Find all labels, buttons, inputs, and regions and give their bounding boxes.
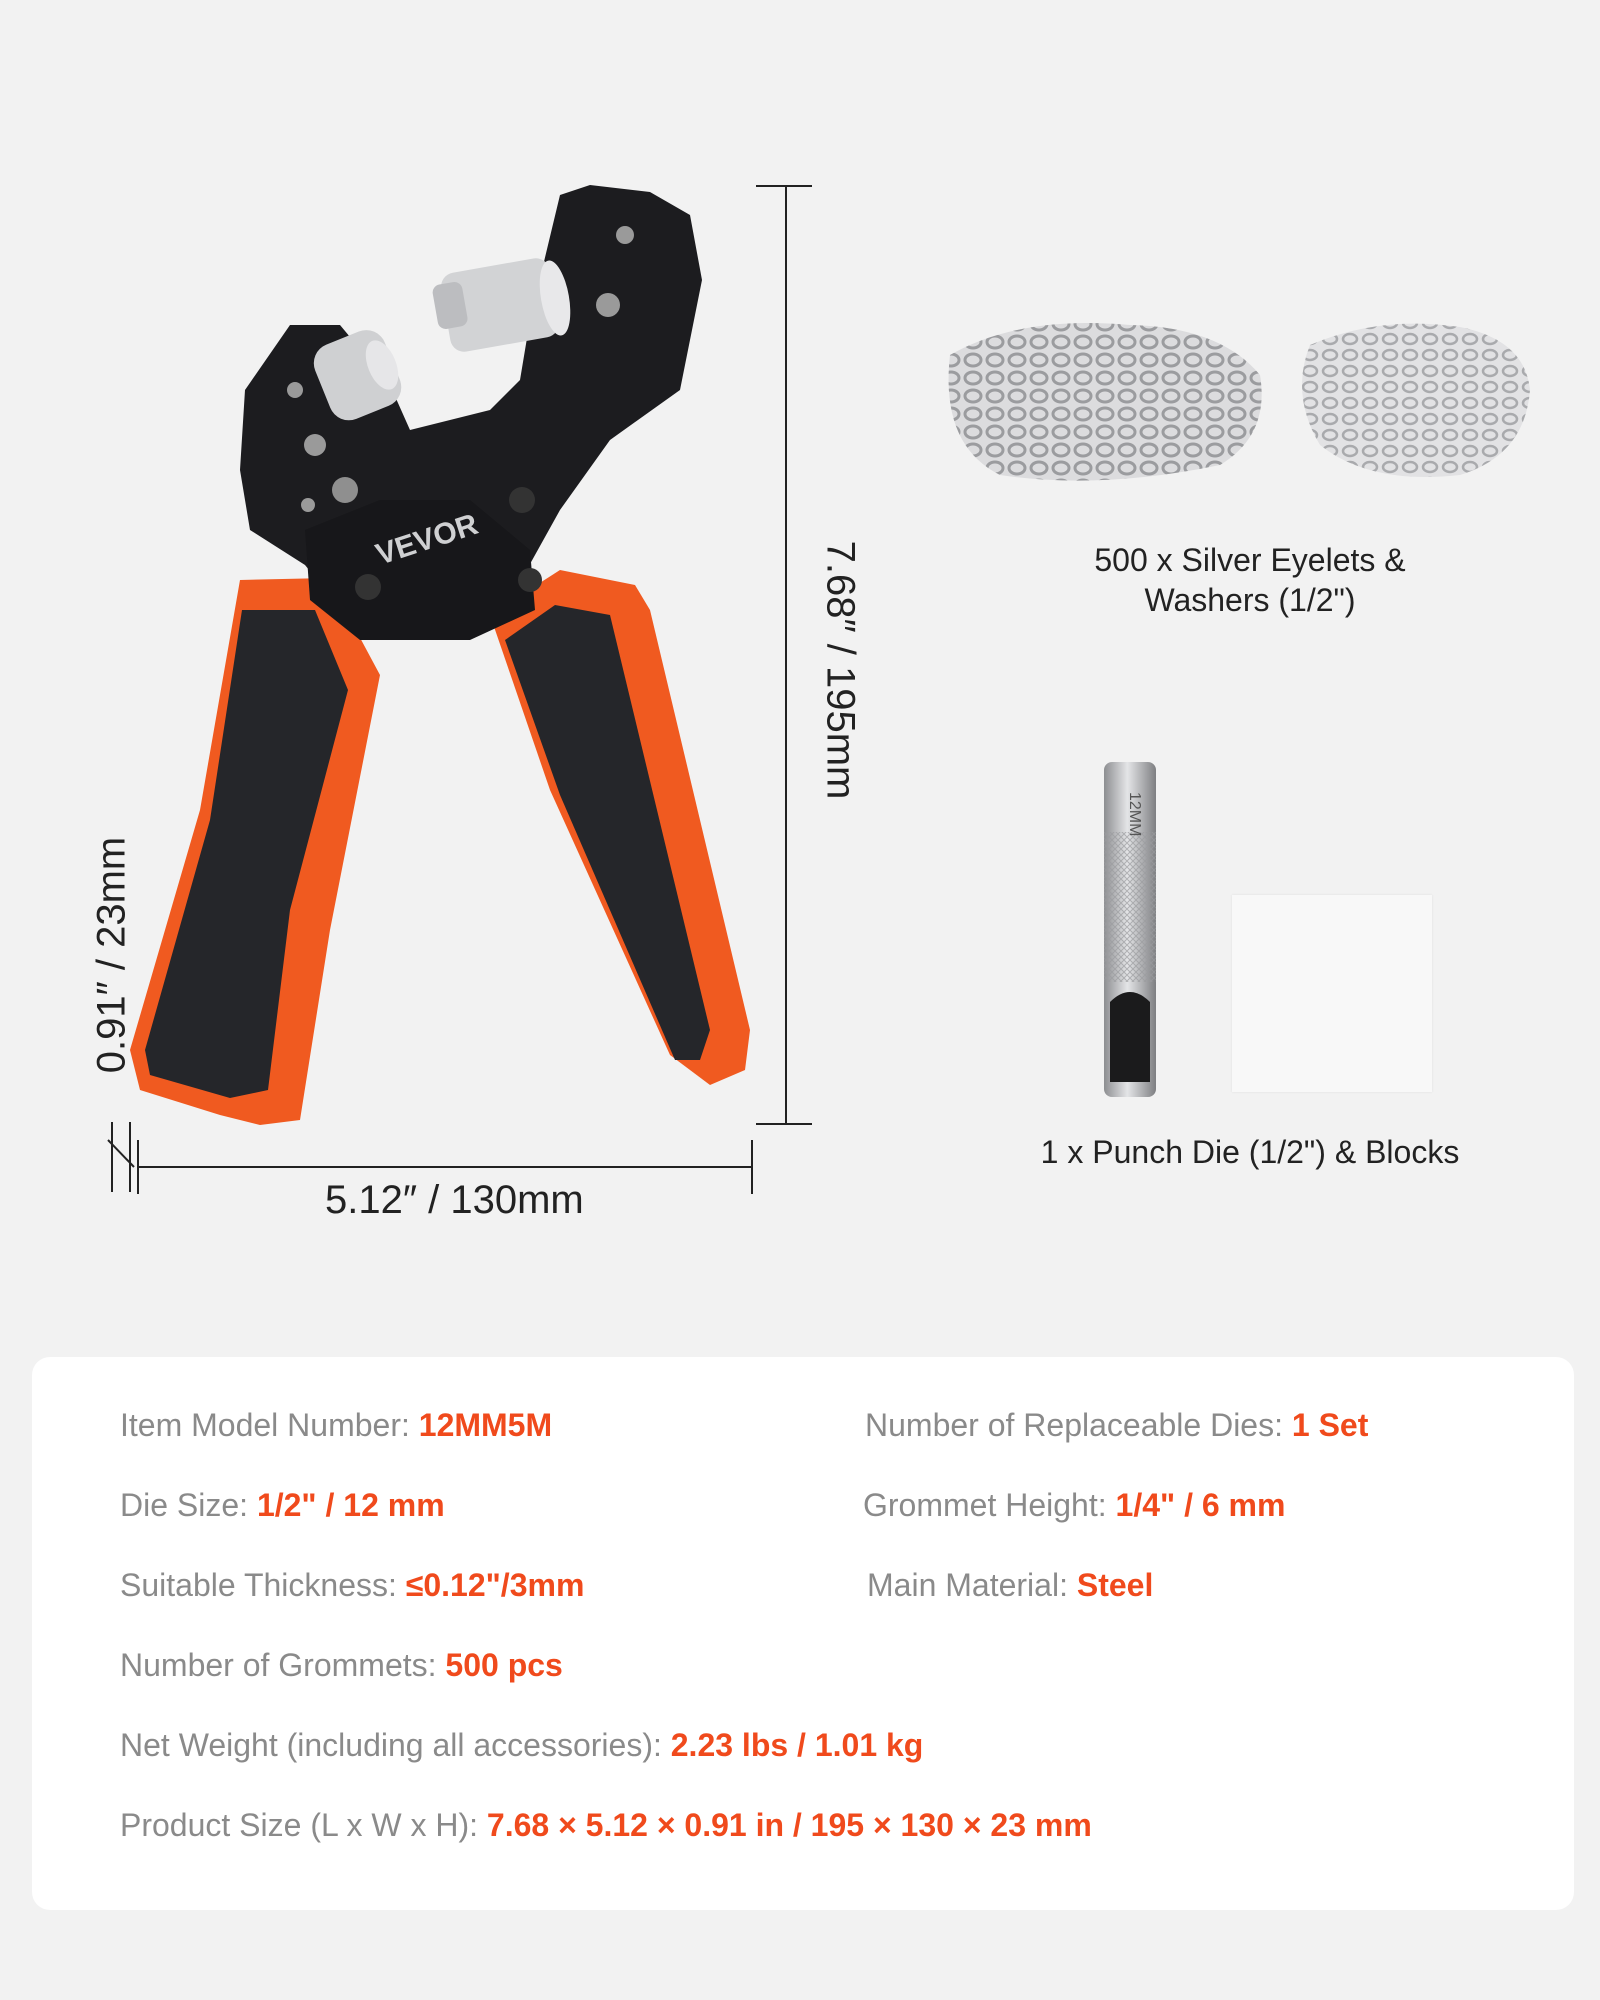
spec-model-value: 12MM5M [418, 1407, 553, 1443]
spec-thickness [120, 1567, 584, 1604]
punch-die-image [1100, 762, 1160, 1097]
punch-block-image [1232, 895, 1432, 1092]
spec-weight [120, 1727, 923, 1764]
eyelets-caption-line2: Washers (1/2") [1144, 582, 1356, 618]
width-dimension-label: 5.12″ / 130mm [325, 1178, 584, 1222]
spec-weight-label: Net Weight (including all accessories): [120, 1727, 662, 1763]
spec-size-label: Product Size (L x W x H): [120, 1807, 478, 1843]
height-dimension-label: 7.68″ / 195mm [818, 540, 863, 800]
spec-die-size-value: 1/2" / 12 mm [256, 1487, 445, 1523]
eyelets-caption [1040, 540, 1460, 620]
spec-size [120, 1807, 1092, 1844]
spec-material [867, 1567, 1153, 1604]
thickness-dimension-label: 0.91″ / 23mm [89, 836, 134, 1074]
spec-weight-value: 2.23 lbs / 1.01 kg [670, 1727, 924, 1763]
spec-die-size [120, 1487, 445, 1524]
spec-thickness-value: ≤0.12"/3mm [405, 1567, 585, 1603]
spec-die-size-label: Die Size: [120, 1487, 249, 1523]
spec-size-value: 7.68 × 5.12 × 0.91 in / 195 × 130 × 23 mm [486, 1807, 1092, 1843]
spec-grommet-height [863, 1487, 1285, 1524]
spec-model-label: Item Model Number: [120, 1407, 410, 1443]
brand-logo: VEVOR [371, 507, 483, 572]
spec-grommets-value: 500 pcs [445, 1647, 563, 1683]
spec-grommet-height-label: Grommet Height: [863, 1487, 1107, 1523]
spec-material-label: Main Material: [867, 1567, 1068, 1603]
spec-grommets-label: Number of Grommets: [120, 1647, 437, 1683]
spec-material-value: Steel [1076, 1567, 1154, 1603]
eyelets-caption-line1: 500 x Silver Eyelets & [1094, 542, 1406, 578]
punch-caption: 1 x Punch Die (1/2") & Blocks [1040, 1134, 1460, 1170]
spec-grommet-height-value: 1/4" / 6 mm [1115, 1487, 1286, 1523]
specifications-panel [32, 1357, 1574, 1910]
spec-model [120, 1407, 552, 1444]
spec-grommets [120, 1647, 563, 1684]
spec-dies [865, 1407, 1368, 1444]
spec-dies-value: 1 Set [1291, 1407, 1369, 1443]
punch-engraving: 12MM [1126, 792, 1143, 837]
spec-thickness-label: Suitable Thickness: [120, 1567, 397, 1603]
eyelets-washers-image [940, 315, 1540, 495]
spec-dies-label: Number of Replaceable Dies: [865, 1407, 1283, 1443]
